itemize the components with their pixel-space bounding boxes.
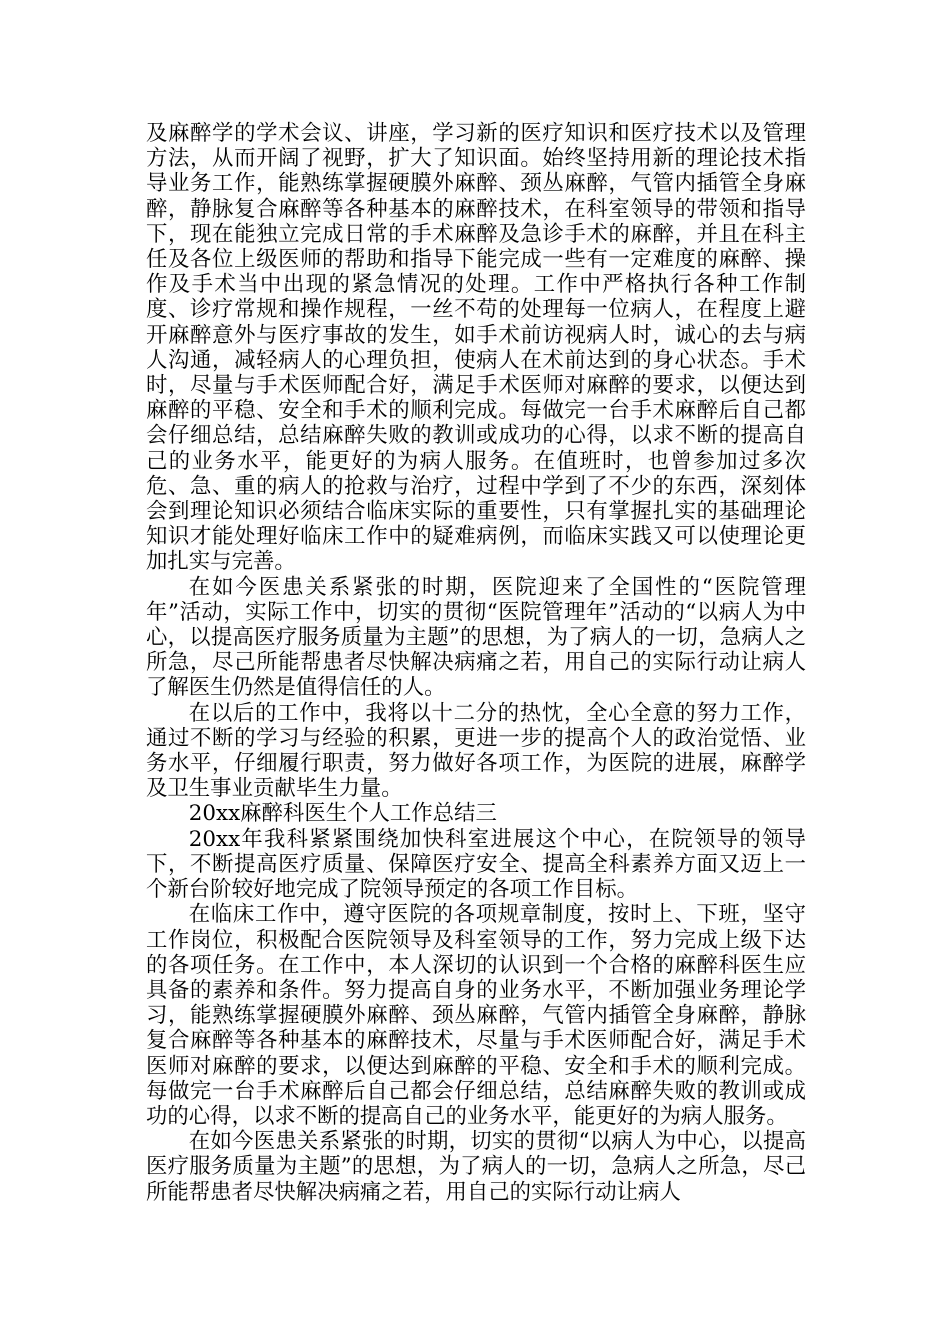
paragraph-2: 在如今医患关系紧张的时期，医院迎来了全国性的“医院管理年”活动，实际工作中，切实的贯彻“医院管理年”活动的“以病人为中心，以提高医疗服务质量为主题”的思想，为了病人的一切，急病人之所急，尽己所能帮患者尽快解决病痛之若，用自己的实际行动让病人了解医生仍然是值得信任的人。: [146, 574, 806, 701]
paragraph-6: 在临床工作中，遵守医院的各项规章制度，按时上、下班，坚守工作岗位，积极配合医院领导及科室领导的工作，努力完成上级下达的各项任务。在工作中，本人深切的认识到一个合格的麻醉科医生应具备的素养和条件。努力提高自身的业务水平，不断加强业务理论学习，能熟练掌握硬膜外麻醉、颈丛麻醉，气管内插管全身麻醉，静脉复合麻醉等各种基本的麻醉技术，尽量与手术医师配合好，满足手术医师对麻醉的要求，以便达到麻醉的平稳、安全和手术的顺利完成。每做完一台手术麻醉后自己都会仔细总结，总结麻醉失败的教训或成功的心得，以求不断的提高自己的业务水平，能更好的为病人服务。: [146, 902, 806, 1129]
paragraph-1: 及麻醉学的学术会议、讲座，学习新的医疗知识和医疗技术以及管理方法，从而开阔了视野，扩大了知识面。始终坚持用新的理论技术指导业务工作，能熟练掌握硬膜外麻醉、颈丛麻醉，气管内插管全身麻醉，静脉复合麻醉等各种基本的麻醉技术，在科室领导的带领和指导下，现在能独立完成日常的手术麻醉及急诊手术的麻醉，并且在科主任及各位上级医师的帮助和指导下能完成一些有一定难度的麻醉、操作及手术当中出现的紧急情况的处理。工作中严格执行各种工作制度、诊疗常规和操作规程，一丝不苟的处理每一位病人，在程度上避开麻醉意外与医疗事故的发生，如手术前访视病人时，诚心的去与病人沟通，减轻病人的心理负担，使病人在术前达到的身心状态。手术时，尽量与手术医师配合好，满足手术医师对麻醉的要求，以便达到麻醉的平稳、安全和手术的顺利完成。每做完一台手术麻醉后自己都会仔细总结，总结麻醉失败的教训或成功的心得，以求不断的提高自己的业务水平，能更好的为病人服务。在值班时，也曾参加过多次危、急、重的病人的抢救与治疗，过程中学到了不少的东西，深刻体会到理论知识必须结合临床实际的重要性，只有掌握扎实的基础理论知识才能处理好临床工作中的疑难病例，而临床实践又可以使理论更加扎实与完善。: [146, 121, 806, 575]
paragraph-5: 20xx年我科紧紧围绕加快科室进展这个中心，在院领导的领导下，不断提高医疗质量、保障医疗安全、提高全科素养方面又迈上一个新台阶较好地完成了院领导预定的各项工作目标。: [146, 826, 806, 903]
paragraph-7: 在如今医患关系紧张的时期，切实的贯彻“以病人为中心，以提高医疗服务质量为主题”的思想，为了病人的一切，急病人之所急，尽己所能帮患者尽快解决病痛之若，用自己的实际行动让病人: [146, 1129, 806, 1205]
document-page: [146, 121, 806, 1205]
paragraph-3: 在以后的工作中，我将以十二分的热忱，全心全意的努力工作，通过不断的学习与经验的积累，更进一步的提高个人的政治觉悟、业务水平，仔细履行职责，努力做好各项工作，为医院的进展，麻醉学及卫生事业贡献毕生力量。: [146, 700, 806, 802]
section-heading: 20xx麻醉科医生个人工作总结三: [188, 801, 497, 827]
